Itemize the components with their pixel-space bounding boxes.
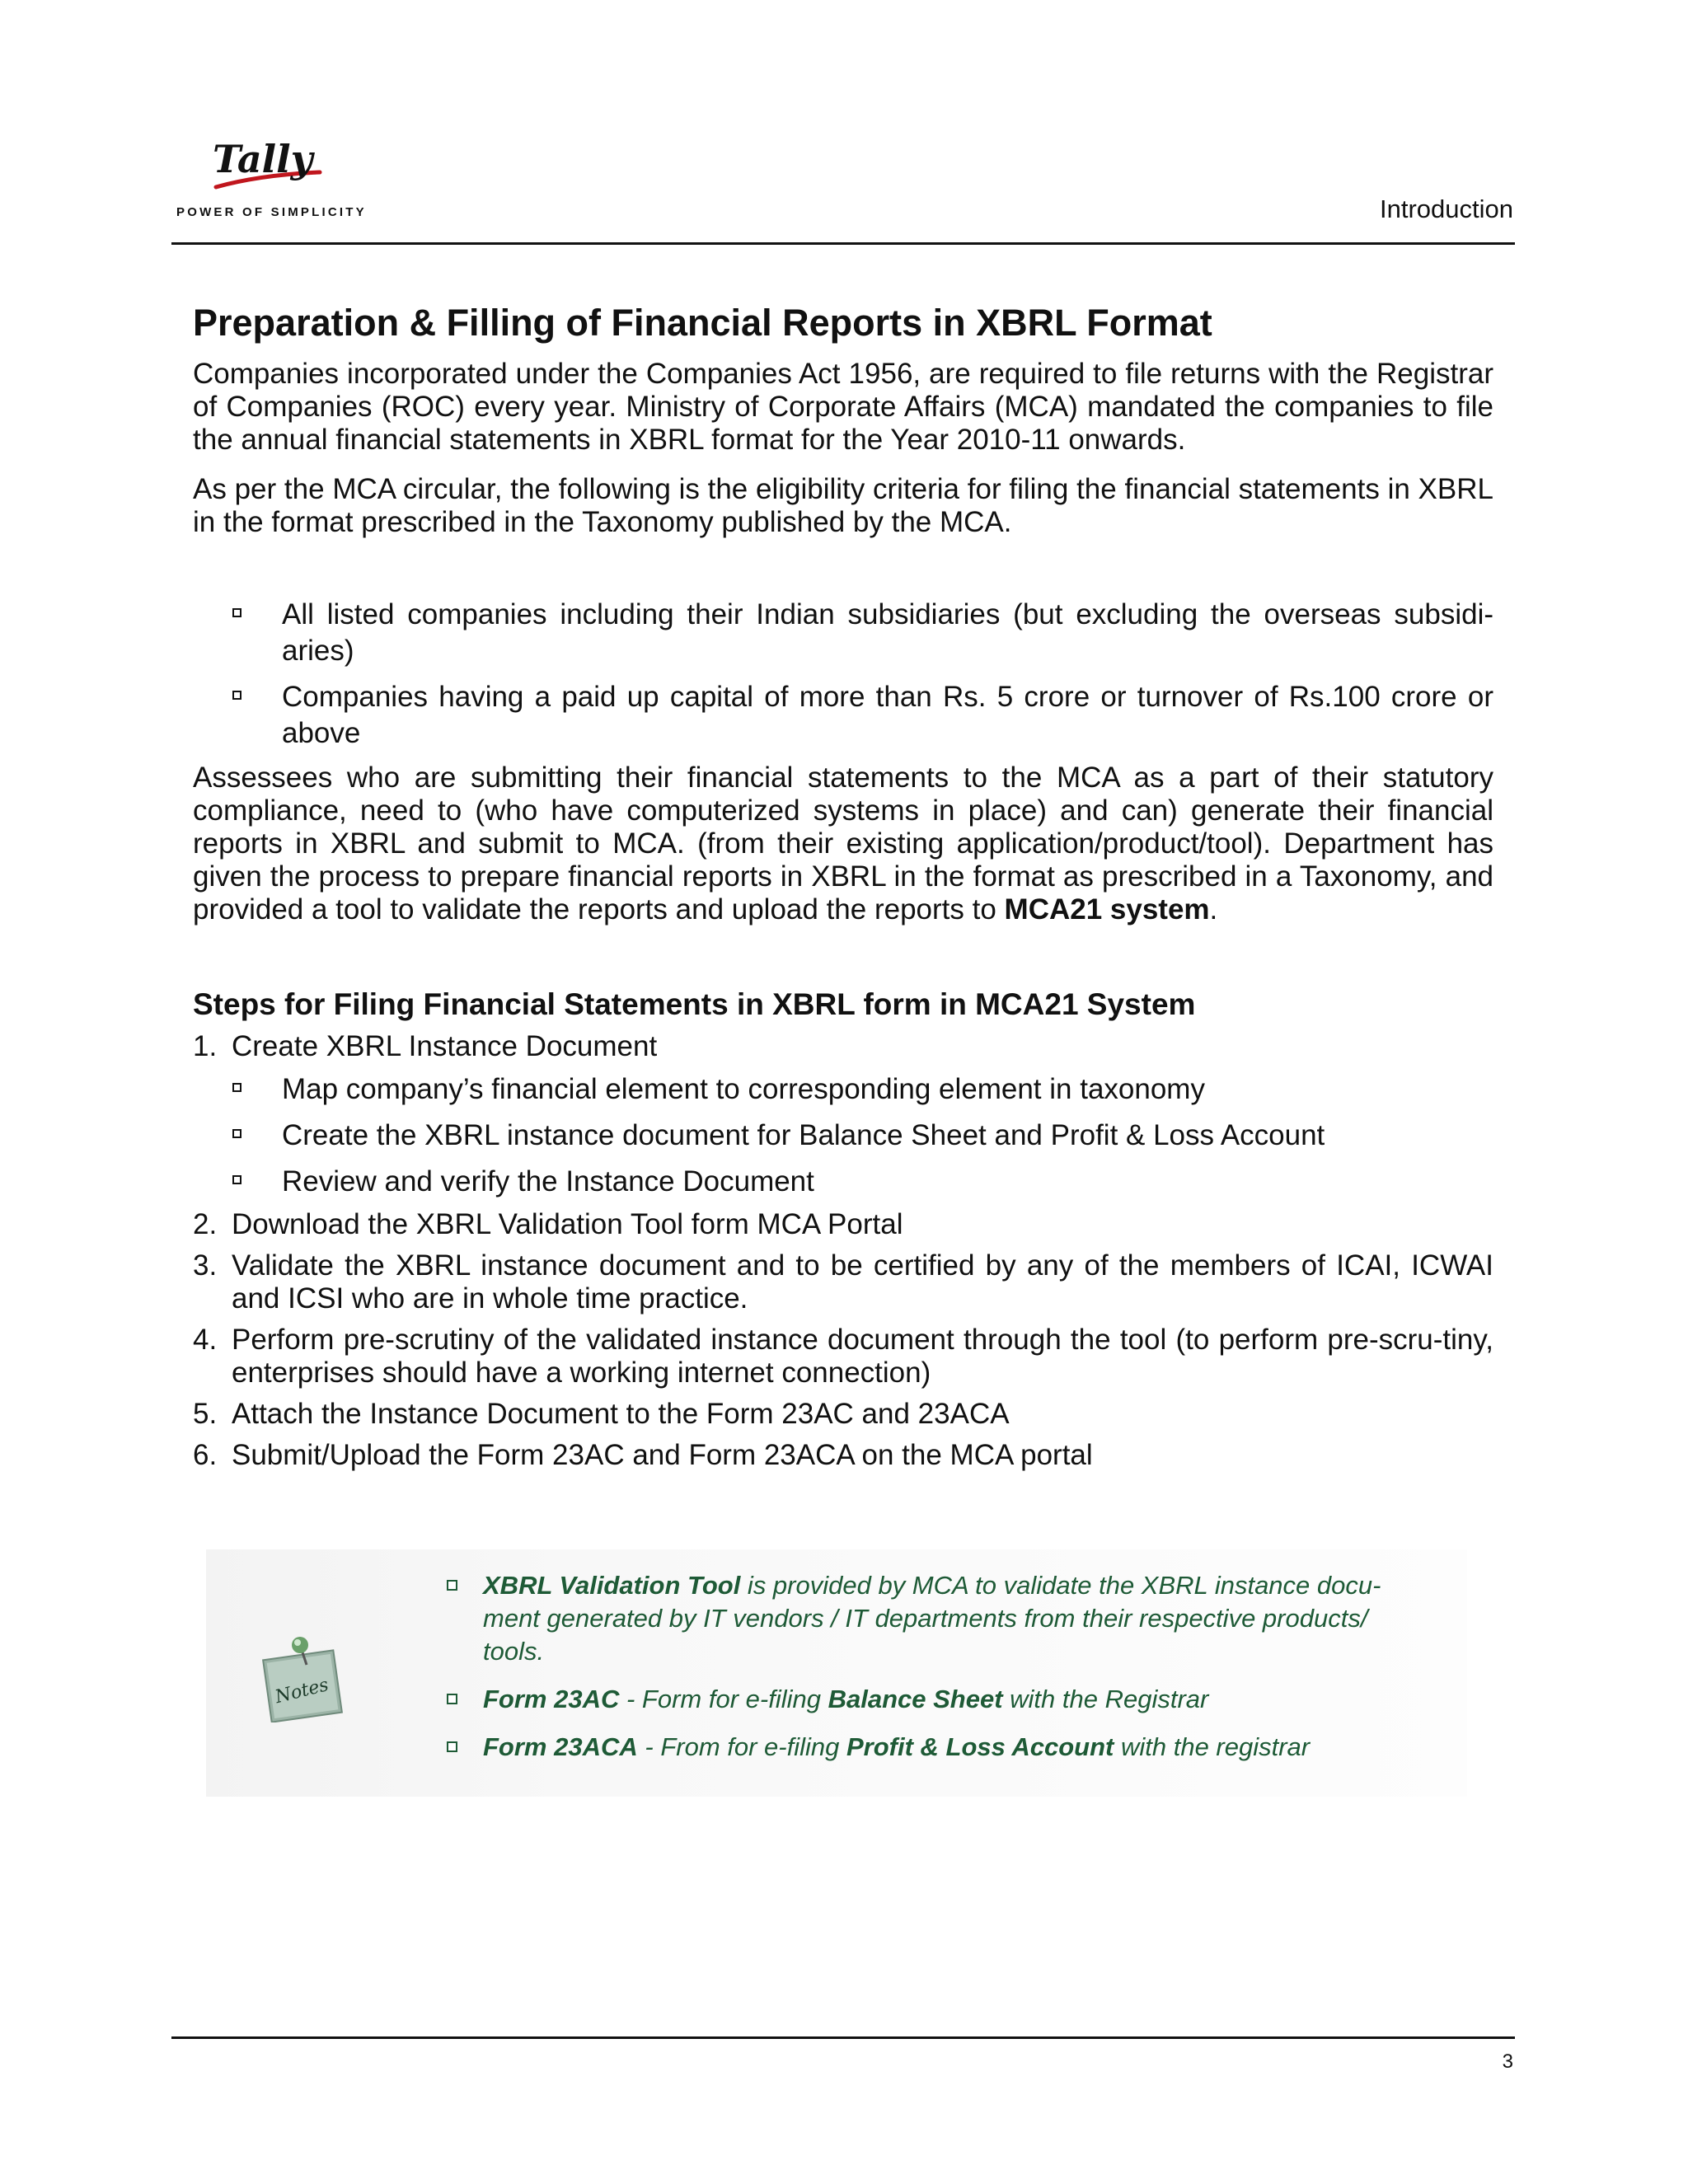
page-content <box>193 297 1493 1480</box>
step-item: 3. Validate the XBRL instance document and to be certified by any of the members of ICAI, ICWAI and ICSI who are in whole time practice. <box>193 1249 1493 1315</box>
svg-text:Notes: Notes <box>273 1675 331 1708</box>
square-bullet-icon <box>232 691 241 700</box>
eligibility-paragraph: As per the MCA circular, the following is the eligibility criteria for filing the financial statements in XBRL in the format prescribed in the Taxonomy published by the MCA. <box>193 473 1493 538</box>
step-item: 2. Download the XBRL Validation Tool form MCA Portal <box>193 1208 903 1240</box>
notes-box <box>206 1549 1467 1797</box>
square-bullet-icon <box>447 1580 457 1591</box>
header-rule <box>171 242 1515 245</box>
notes-pin-icon <box>252 1632 351 1722</box>
steps-list <box>193 1030 1493 1472</box>
header-section-title: Introduction <box>1380 194 1513 223</box>
notes-list <box>447 1569 1428 1779</box>
step-item: 4. Perform pre-scrutiny of the validated instance document through the tool (to perform pre-scru-tiny, enterprises should have a working internet connection) <box>193 1324 1493 1389</box>
note-item: Form 23ACA - From for e-filing Profit & Loss Account with the registrar <box>447 1731 1428 1764</box>
step-item: 1. Create XBRL Instance Document Map company’s financial element to corresponding element in taxonomy Create the XBRL instance document for Balance Sheet and Profit & Loss Account Review and verify the Instance Document <box>193 1030 1493 1200</box>
list-item: All listed companies including their Indian subsidiaries (but excluding the overseas subsidi-aries) <box>193 597 1493 669</box>
assessees-paragraph: Assessees who are submitting their financial statements to the MCA as a part of their statutory compliance, need to (who have computerized systems in place) and can) generate their financial reports in XBRL and submit to MCA. (from their existing application/product/tool). Department has given the process to prepare financial reports in XBRL in the format as prescribed in a Taxonomy, and provided a tool to validate the reports and upload the reports to MCA21 system. <box>193 762 1493 926</box>
page-title: Preparation & Filling of Financial Reports in XBRL Format <box>193 302 1212 344</box>
tally-logo <box>171 136 369 227</box>
list-item: Companies having a paid up capital of more than Rs. 5 crore or turnover of Rs.100 crore or above <box>193 679 1493 752</box>
eligibility-list <box>193 597 1493 752</box>
svg-text:Tally: Tally <box>213 137 313 181</box>
tally-logo-mark <box>204 136 328 195</box>
list-item: Create the XBRL instance document for Balance Sheet and Profit & Loss Account <box>232 1118 1493 1154</box>
square-bullet-icon <box>447 1741 457 1752</box>
intro-paragraph: Companies incorporated under the Companies Act 1956, are required to file returns with the Registrar of Companies (ROC) every year. Ministry of Corporate Affairs (MCA) mandated the companies to file the annual financial statements in XBRL format for the Year 2010-11 onwards. <box>193 358 1493 456</box>
step-item: 6. Submit/Upload the Form 23AC and Form 23ACA on the MCA portal <box>193 1439 1093 1471</box>
square-bullet-icon <box>232 1083 241 1092</box>
list-item: Map company’s financial element to corresponding element in taxonomy <box>232 1071 1493 1108</box>
square-bullet-icon <box>232 1175 241 1184</box>
step-item: 5. Attach the Instance Document to the Form 23AC and 23ACA <box>193 1398 1010 1430</box>
list-item: Review and verify the Instance Document <box>232 1164 1493 1200</box>
square-bullet-icon <box>447 1694 457 1704</box>
mca21-system-text: MCA21 system <box>1004 893 1210 926</box>
step-sublist <box>232 1071 1493 1200</box>
note-item: Form 23AC - Form for e-filing Balance Sheet with the Registrar <box>447 1683 1428 1716</box>
square-bullet-icon <box>232 608 241 617</box>
footer-rule <box>171 2036 1515 2039</box>
logo-tagline: POWER OF SIMPLICITY <box>176 205 367 219</box>
steps-heading: Steps for Filing Financial Statements in XBRL form in MCA21 System <box>193 987 1196 1021</box>
square-bullet-icon <box>232 1129 241 1138</box>
page-number: 3 <box>1502 2050 1513 2073</box>
note-item: XBRL Validation Tool is provided by MCA to validate the XBRL instance docu-ment generated by IT vendors / IT departments from their respective products/ tools. <box>447 1569 1428 1668</box>
